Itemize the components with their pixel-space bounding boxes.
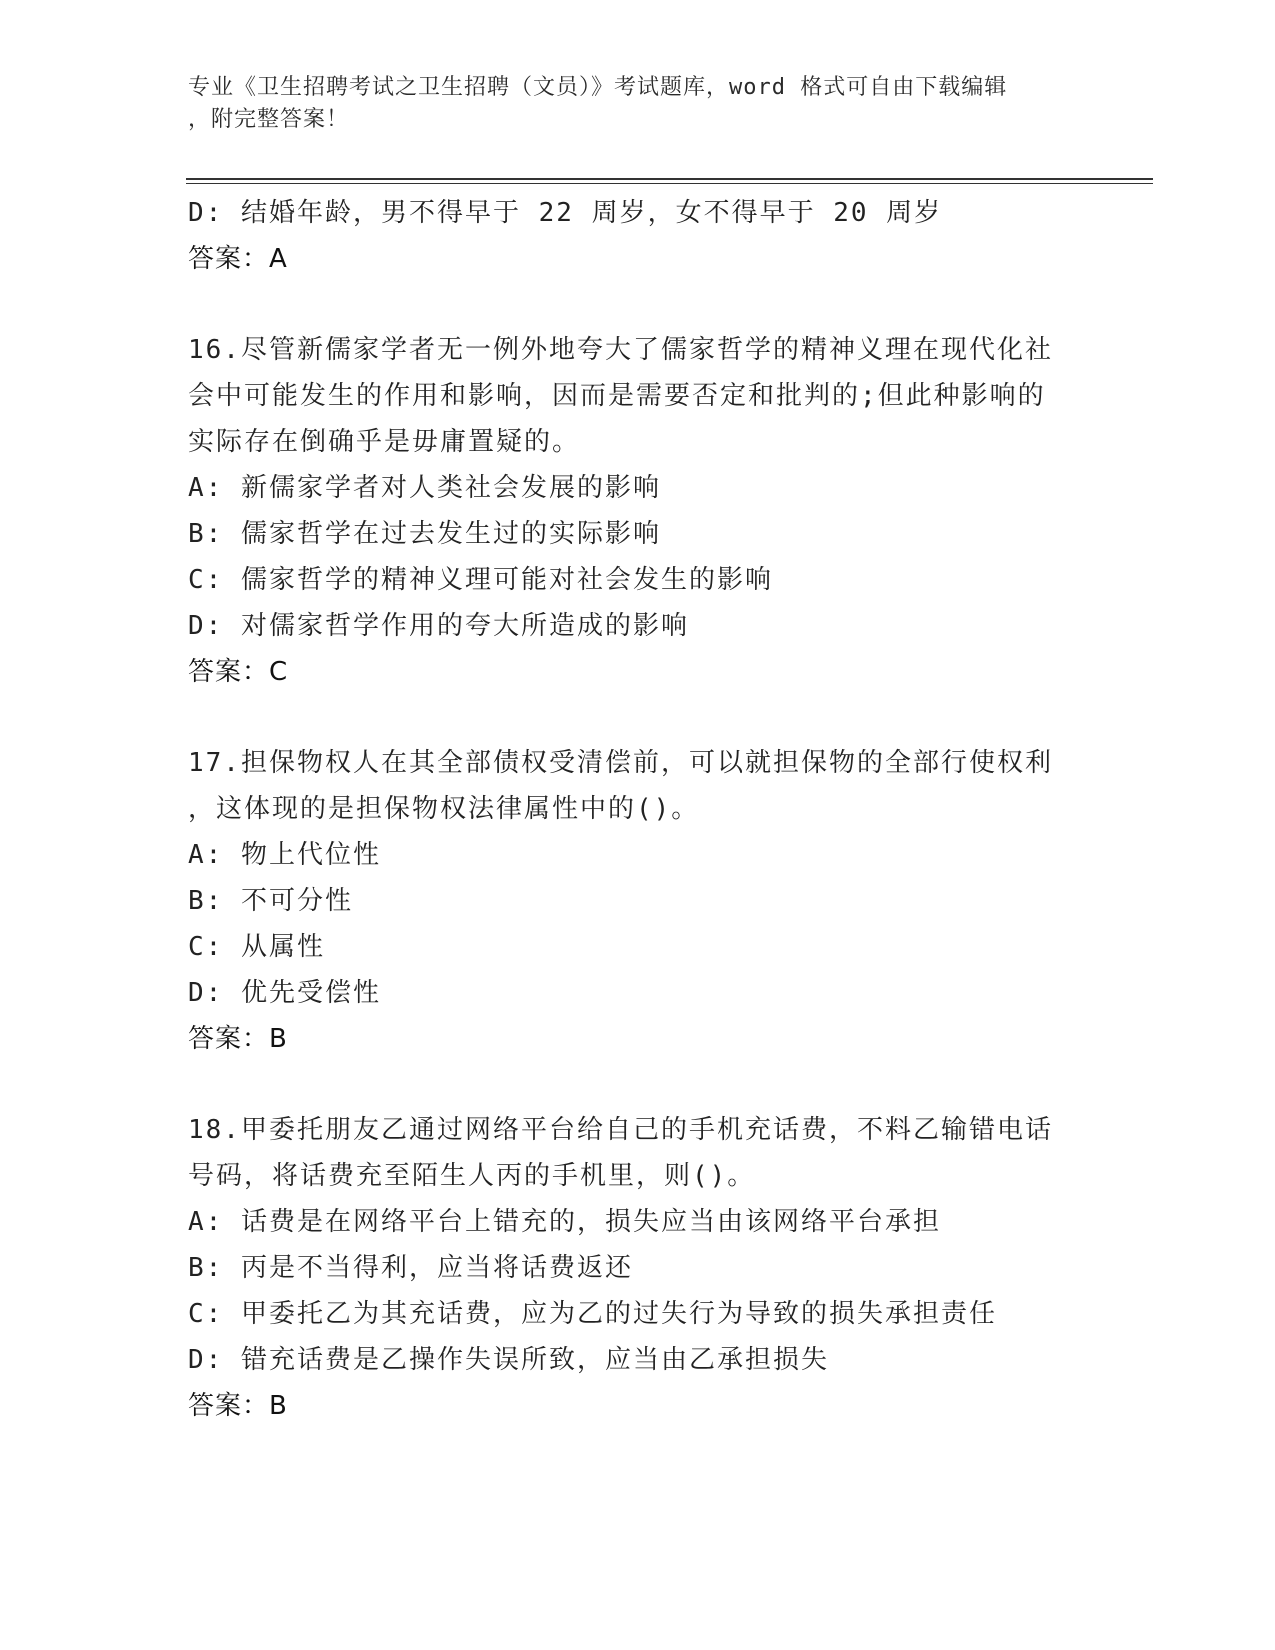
q18-option-b: B: 丙是不当得利，应当将话费返还: [188, 1253, 633, 1283]
q15-option-d: D: 结婚年龄，男不得早于 22 周岁，女不得早于 20 周岁: [188, 198, 943, 228]
header-line-2: ，附完整答案！: [188, 107, 350, 132]
q18-stem-line-2: 号码，将话费充至陌生人丙的手机里，则()。: [188, 1161, 756, 1191]
question-16: [188, 327, 1088, 695]
q18-option-c: C: 甲委托乙为其充话费，应为乙的过失行为导致的损失承担责任: [188, 1299, 997, 1329]
question-15-tail: [188, 190, 1088, 282]
q17-option-b: B: 不可分性: [188, 886, 353, 916]
q16-stem-line-1: 16.尽管新儒家学者无一例外地夸大了儒家哲学的精神义理在现代化社: [188, 335, 1053, 365]
header-rule-thick: [186, 178, 1153, 180]
q17-answer: 答案：B: [188, 1024, 288, 1054]
q18-answer: 答案：B: [188, 1391, 288, 1421]
spacer: [188, 1062, 1088, 1107]
header-line-1: 专业《卫生招聘考试之卫生招聘（文员）》考试题库，word 格式可自由下载编辑: [188, 75, 1008, 100]
q16-option-b: B: 儒家哲学在过去发生过的实际影响: [188, 519, 661, 549]
q16-stem-line-2: 会中可能发生的作用和影响，因而是需要否定和批判的;但此种影响的: [188, 381, 1046, 411]
q17-option-d: D: 优先受偿性: [188, 978, 381, 1008]
q16-option-c: C: 儒家哲学的精神义理可能对社会发生的影响: [188, 565, 773, 595]
q18-option-d: D: 错充话费是乙操作失误所致，应当由乙承担损失: [188, 1345, 829, 1375]
q16-option-a: A: 新儒家学者对人类社会发展的影响: [188, 473, 661, 503]
question-18: [188, 1107, 1088, 1429]
header-rule-thin: [186, 183, 1153, 184]
spacer: [188, 282, 1088, 327]
q17-stem-line-1: 17.担保物权人在其全部债权受清偿前，可以就担保物的全部行使权利: [188, 748, 1053, 778]
page-header: [188, 72, 1068, 136]
spacer: [188, 695, 1088, 740]
q17-option-c: C: 从属性: [188, 932, 325, 962]
q17-option-a: A: 物上代位性: [188, 840, 381, 870]
q15-answer: 答案：A: [188, 244, 288, 274]
q16-option-d: D: 对儒家哲学作用的夸大所造成的影响: [188, 611, 689, 641]
q18-option-a: A: 话费是在网络平台上错充的，损失应当由该网络平台承担: [188, 1207, 941, 1237]
q16-stem-line-3: 实际存在倒确乎是毋庸置疑的。: [188, 427, 581, 457]
document-body: [188, 190, 1088, 1429]
question-17: [188, 740, 1088, 1062]
q16-answer: 答案：C: [188, 657, 289, 687]
q17-stem-line-2: ，这体现的是担保物权法律属性中的()。: [188, 794, 700, 824]
q18-stem-line-1: 18.甲委托朋友乙通过网络平台给自己的手机充话费，不料乙输错电话: [188, 1115, 1053, 1145]
